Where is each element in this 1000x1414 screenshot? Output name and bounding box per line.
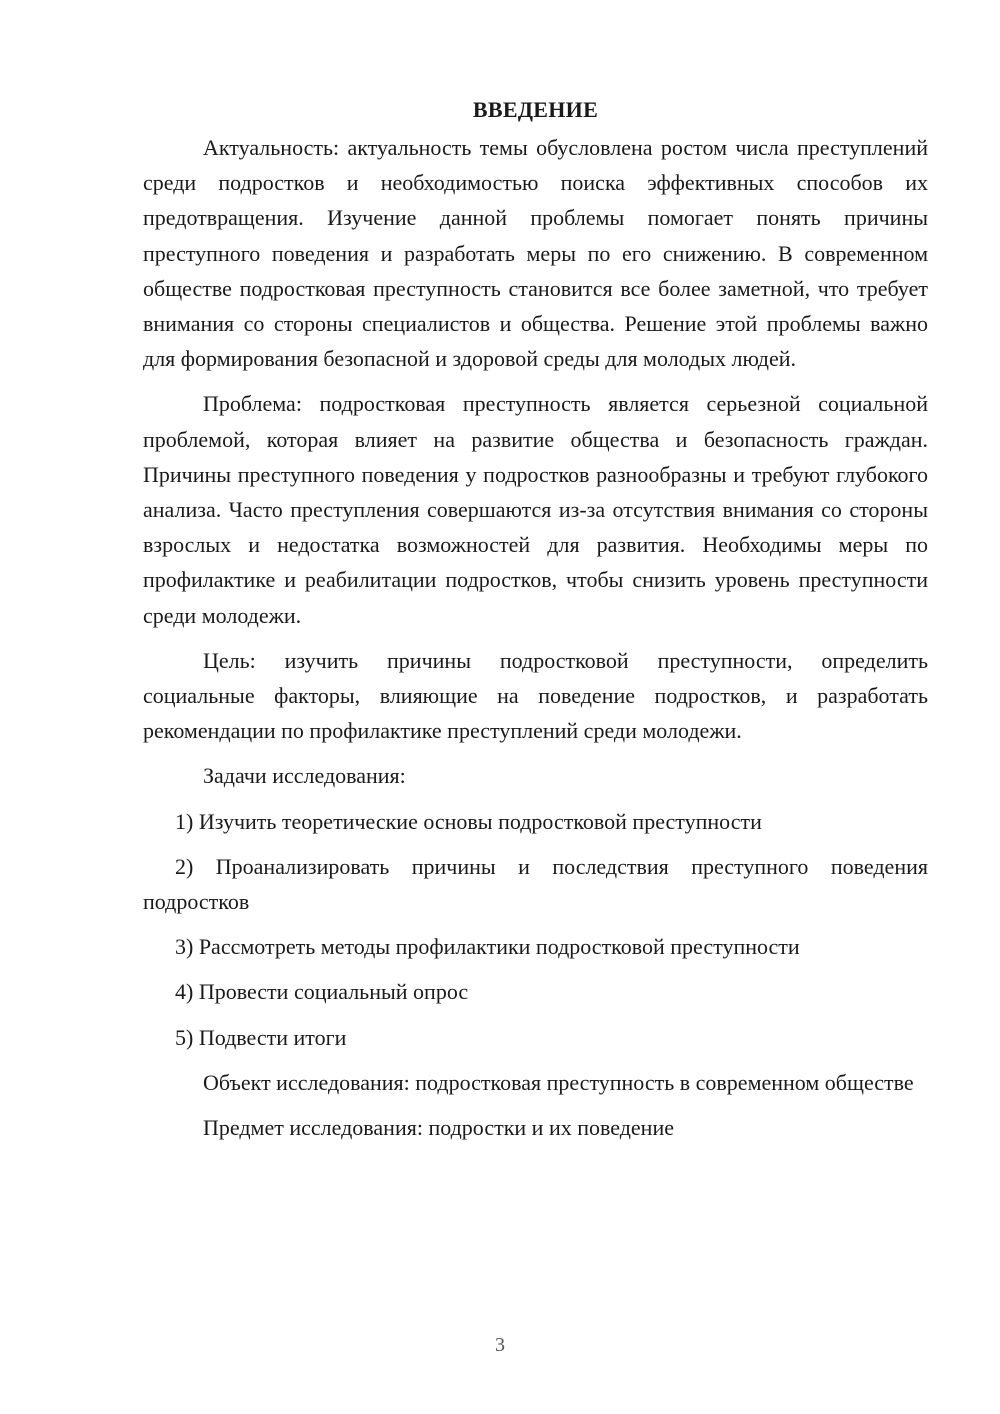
- task-item: 3) Рассмотреть методы профилактики подростковой преступности: [175, 934, 800, 960]
- tasks-list: [143, 804, 928, 1055]
- paragraph-problem: Проблема: подростковая преступность является серьезной социальной проблемой, которая влияет на развитие общества и безопасность граждан. Причины преступного поведения у подростков разнообразны и требуют глубокого анализа. Часто преступления совершаются из-за отсутствия внимания со стороны взрослых и недостатка возможностей для развития. Необходимы меры по профилактике и реабилитации подростков, чтобы снизить уровень преступности среди молодежи.: [143, 391, 928, 628]
- section-title: ВВЕДЕНИЕ: [472, 97, 599, 122]
- paragraph-object: Объект исследования: подростковая преступность в современном обществе: [203, 1069, 914, 1095]
- tasks-heading: Задачи исследования:: [203, 763, 406, 789]
- document-page: [143, 96, 928, 1155]
- paragraph-goal: Цель: изучить причины подростковой преступности, определить социальные факторы, влияющие на поведение подростков, и разработать рекомендации по профилактике преступлений среди молодежи.: [143, 647, 928, 744]
- task-item: 5) Подвести итоги: [175, 1024, 347, 1050]
- task-item: 2) Проанализировать причины и последствия преступного поведения подростков: [143, 853, 928, 915]
- task-item: 1) Изучить теоретические основы подростковой преступности: [175, 808, 762, 834]
- paragraph-relevance: Актуальность: актуальность темы обусловлена ростом числа преступлений среди подростков и необходимостью поиска эффективных способов их предотвращения. Изучение данной проблемы помогает понять причины преступного поведения и разработать меры по его снижению. В современном обществе подростковая преступность становится все более заметной, что требует внимания со стороны специалистов и общества. Решение этой проблемы важно для формирования безопасной и здоровой среды для молодых людей.: [143, 135, 928, 372]
- task-item: 4) Провести социальный опрос: [175, 979, 469, 1005]
- page-number: 3: [495, 1334, 505, 1356]
- paragraph-subject: Предмет исследования: подростки и их поведение: [203, 1115, 674, 1141]
